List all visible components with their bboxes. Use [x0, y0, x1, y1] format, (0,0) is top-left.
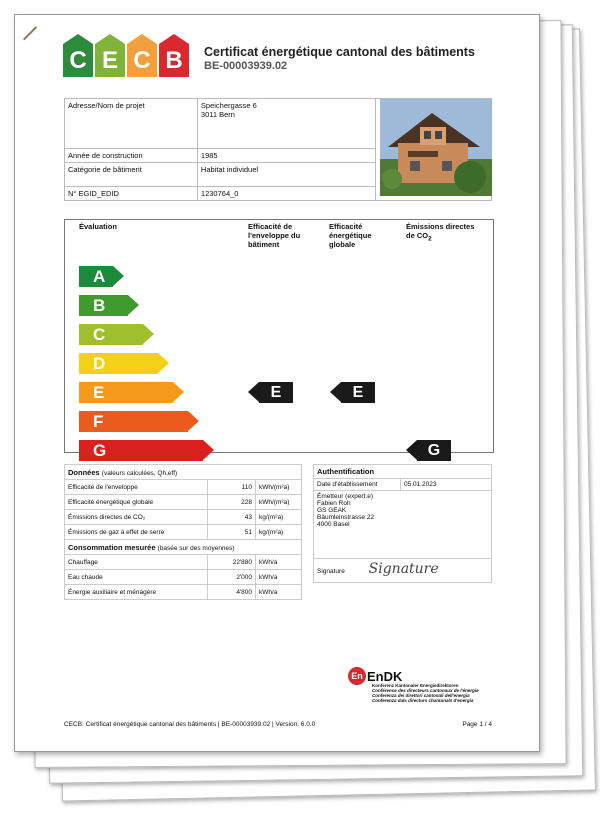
- endk-line1: Konferenz Kantonaler Energiedirektoren: [372, 683, 459, 688]
- certificate-id: BE-00003939.02: [204, 60, 288, 72]
- signature-row: [314, 559, 492, 583]
- data-title-text: Données: [68, 467, 100, 477]
- energy-class-bar-c: C: [79, 324, 143, 345]
- issuer-name: Fabien Roh: [317, 500, 351, 507]
- energy-class-bar-f: F: [79, 411, 188, 432]
- measured-row: [65, 585, 302, 600]
- logo-letter: C: [63, 44, 93, 77]
- measured-title-text: Consommation mesurée: [68, 542, 156, 552]
- egid-value: 1230764_0: [197, 187, 375, 201]
- endk-line3: Conferenza dei direttori cantonali dell'energia: [372, 693, 470, 698]
- issuer-street: Bäumleinstrasse 22: [317, 514, 375, 521]
- global-column-title: Efficacité énergétique globale: [329, 222, 372, 249]
- address-line1: Speichergasse 6: [200, 101, 257, 110]
- year-value: 1985: [197, 149, 375, 163]
- endk-name: EnDK: [367, 668, 403, 684]
- emissions-title-subscript: 2: [428, 235, 432, 243]
- endk-circle-icon: En: [348, 667, 366, 685]
- row-value: 51: [207, 525, 255, 540]
- envelope-column-title: Efficacité de l'enveloppe du bâtiment: [248, 222, 301, 249]
- endk-line2: Conférence des directeurs cantonaux de l'énergie: [372, 688, 479, 693]
- row-unit: kg/(m²a): [256, 525, 302, 540]
- data-row: [65, 480, 302, 495]
- page-corner-mark: [23, 26, 37, 40]
- page-number: Page 1 / 4: [462, 721, 492, 728]
- energy-class-bar-g: G: [79, 440, 203, 461]
- global-class-indicator: E: [341, 382, 375, 403]
- data-table: [64, 464, 302, 600]
- row-unit: kWh/(m²a): [256, 495, 302, 510]
- category-value: Habitat individuel: [197, 163, 375, 187]
- date-label: Date d'établissement: [314, 479, 401, 491]
- issuer-block: [314, 491, 492, 559]
- endk-logo: [348, 667, 479, 703]
- row-unit: kWh/a: [256, 570, 302, 585]
- measured-row: [65, 555, 302, 570]
- row-value: 2'000: [207, 570, 255, 585]
- endk-line4: Conferenza dals directurs chantunals d'energia: [372, 698, 474, 703]
- address-value: [197, 99, 375, 149]
- auth-title: Authentification: [314, 465, 492, 479]
- envelope-class-indicator: E: [259, 382, 293, 403]
- logo-house-0: [63, 34, 93, 77]
- issuer-city: 4000 Basel: [317, 521, 350, 528]
- row-value: 228: [207, 495, 255, 510]
- row-unit: kWh/a: [256, 555, 302, 570]
- evaluation-title: Évaluation: [79, 222, 117, 231]
- energy-class-bar-a: A: [79, 266, 113, 287]
- measured-title-note: (basée sur des moyennes): [157, 544, 235, 552]
- data-row: [65, 525, 302, 540]
- document-title: Certificat énergétique cantonal des bâtiments: [204, 45, 475, 59]
- row-value: 22'880: [207, 555, 255, 570]
- row-label: Efficacité énergétique globale: [65, 495, 208, 510]
- address-label: Adresse/Nom de projet: [65, 99, 198, 149]
- signature-label: Signature: [317, 568, 345, 575]
- energy-class-bar-d: D: [79, 353, 158, 374]
- egid-label: N° EGID_EDID: [65, 187, 198, 201]
- row-unit: kWh/a: [256, 585, 302, 600]
- row-value: 4'800: [207, 585, 255, 600]
- building-photo: [380, 99, 492, 196]
- row-label: Émissions directes de CO₂: [65, 510, 208, 525]
- emissions-class-indicator: G: [417, 440, 451, 461]
- row-unit: kg/(m²a): [256, 510, 302, 525]
- category-label: Catégorie de bâtiment: [65, 163, 198, 187]
- data-title-note: (valeurs calculées, Qh,eff): [101, 469, 178, 477]
- logo-letter: C: [127, 44, 157, 77]
- logo-house-1: [95, 34, 125, 77]
- row-label: Émissions de gaz à effet de serre: [65, 525, 208, 540]
- issuer-company: GS GEAK: [317, 507, 347, 514]
- document-page: [14, 14, 540, 752]
- row-label: Efficacité de l'enveloppe: [65, 480, 208, 495]
- data-row: [65, 495, 302, 510]
- year-label: Année de construction: [65, 149, 198, 163]
- footer-text: CECB: Certificat énergétique cantonal des bâtiments | BE-00003939.02 | Version: 6.0.0: [64, 721, 316, 728]
- authentication-table: [313, 464, 492, 583]
- row-value: 43: [207, 510, 255, 525]
- measured-row: [65, 570, 302, 585]
- logo-house-3: [159, 34, 189, 77]
- emissions-column-title: [406, 222, 484, 244]
- row-label: Chauffage: [65, 555, 208, 570]
- row-unit: kWh/(m²a): [256, 480, 302, 495]
- cecb-logo: [63, 34, 191, 77]
- issuer-label: Émetteur (expert.e): [317, 493, 373, 500]
- emissions-title-text: Émissions directes de CO: [406, 222, 475, 240]
- address-line2: 3011 Bern: [200, 110, 235, 119]
- date-value: 05.01.2023: [401, 479, 492, 491]
- logo-letter: B: [159, 44, 189, 77]
- measured-title: [65, 540, 302, 555]
- energy-class-bar-b: B: [79, 295, 128, 316]
- evaluation-panel: [64, 219, 494, 460]
- row-label: Énergie auxiliaire et ménagère: [65, 585, 208, 600]
- logo-house-2: [127, 34, 157, 77]
- row-label: Eau chaude: [65, 570, 208, 585]
- signature-image: Signature: [368, 561, 439, 577]
- energy-class-bar-e: E: [79, 382, 173, 403]
- data-row: [65, 510, 302, 525]
- logo-letter: E: [95, 44, 125, 77]
- row-value: 110: [207, 480, 255, 495]
- page-footer: [64, 721, 492, 728]
- data-title: [65, 465, 302, 480]
